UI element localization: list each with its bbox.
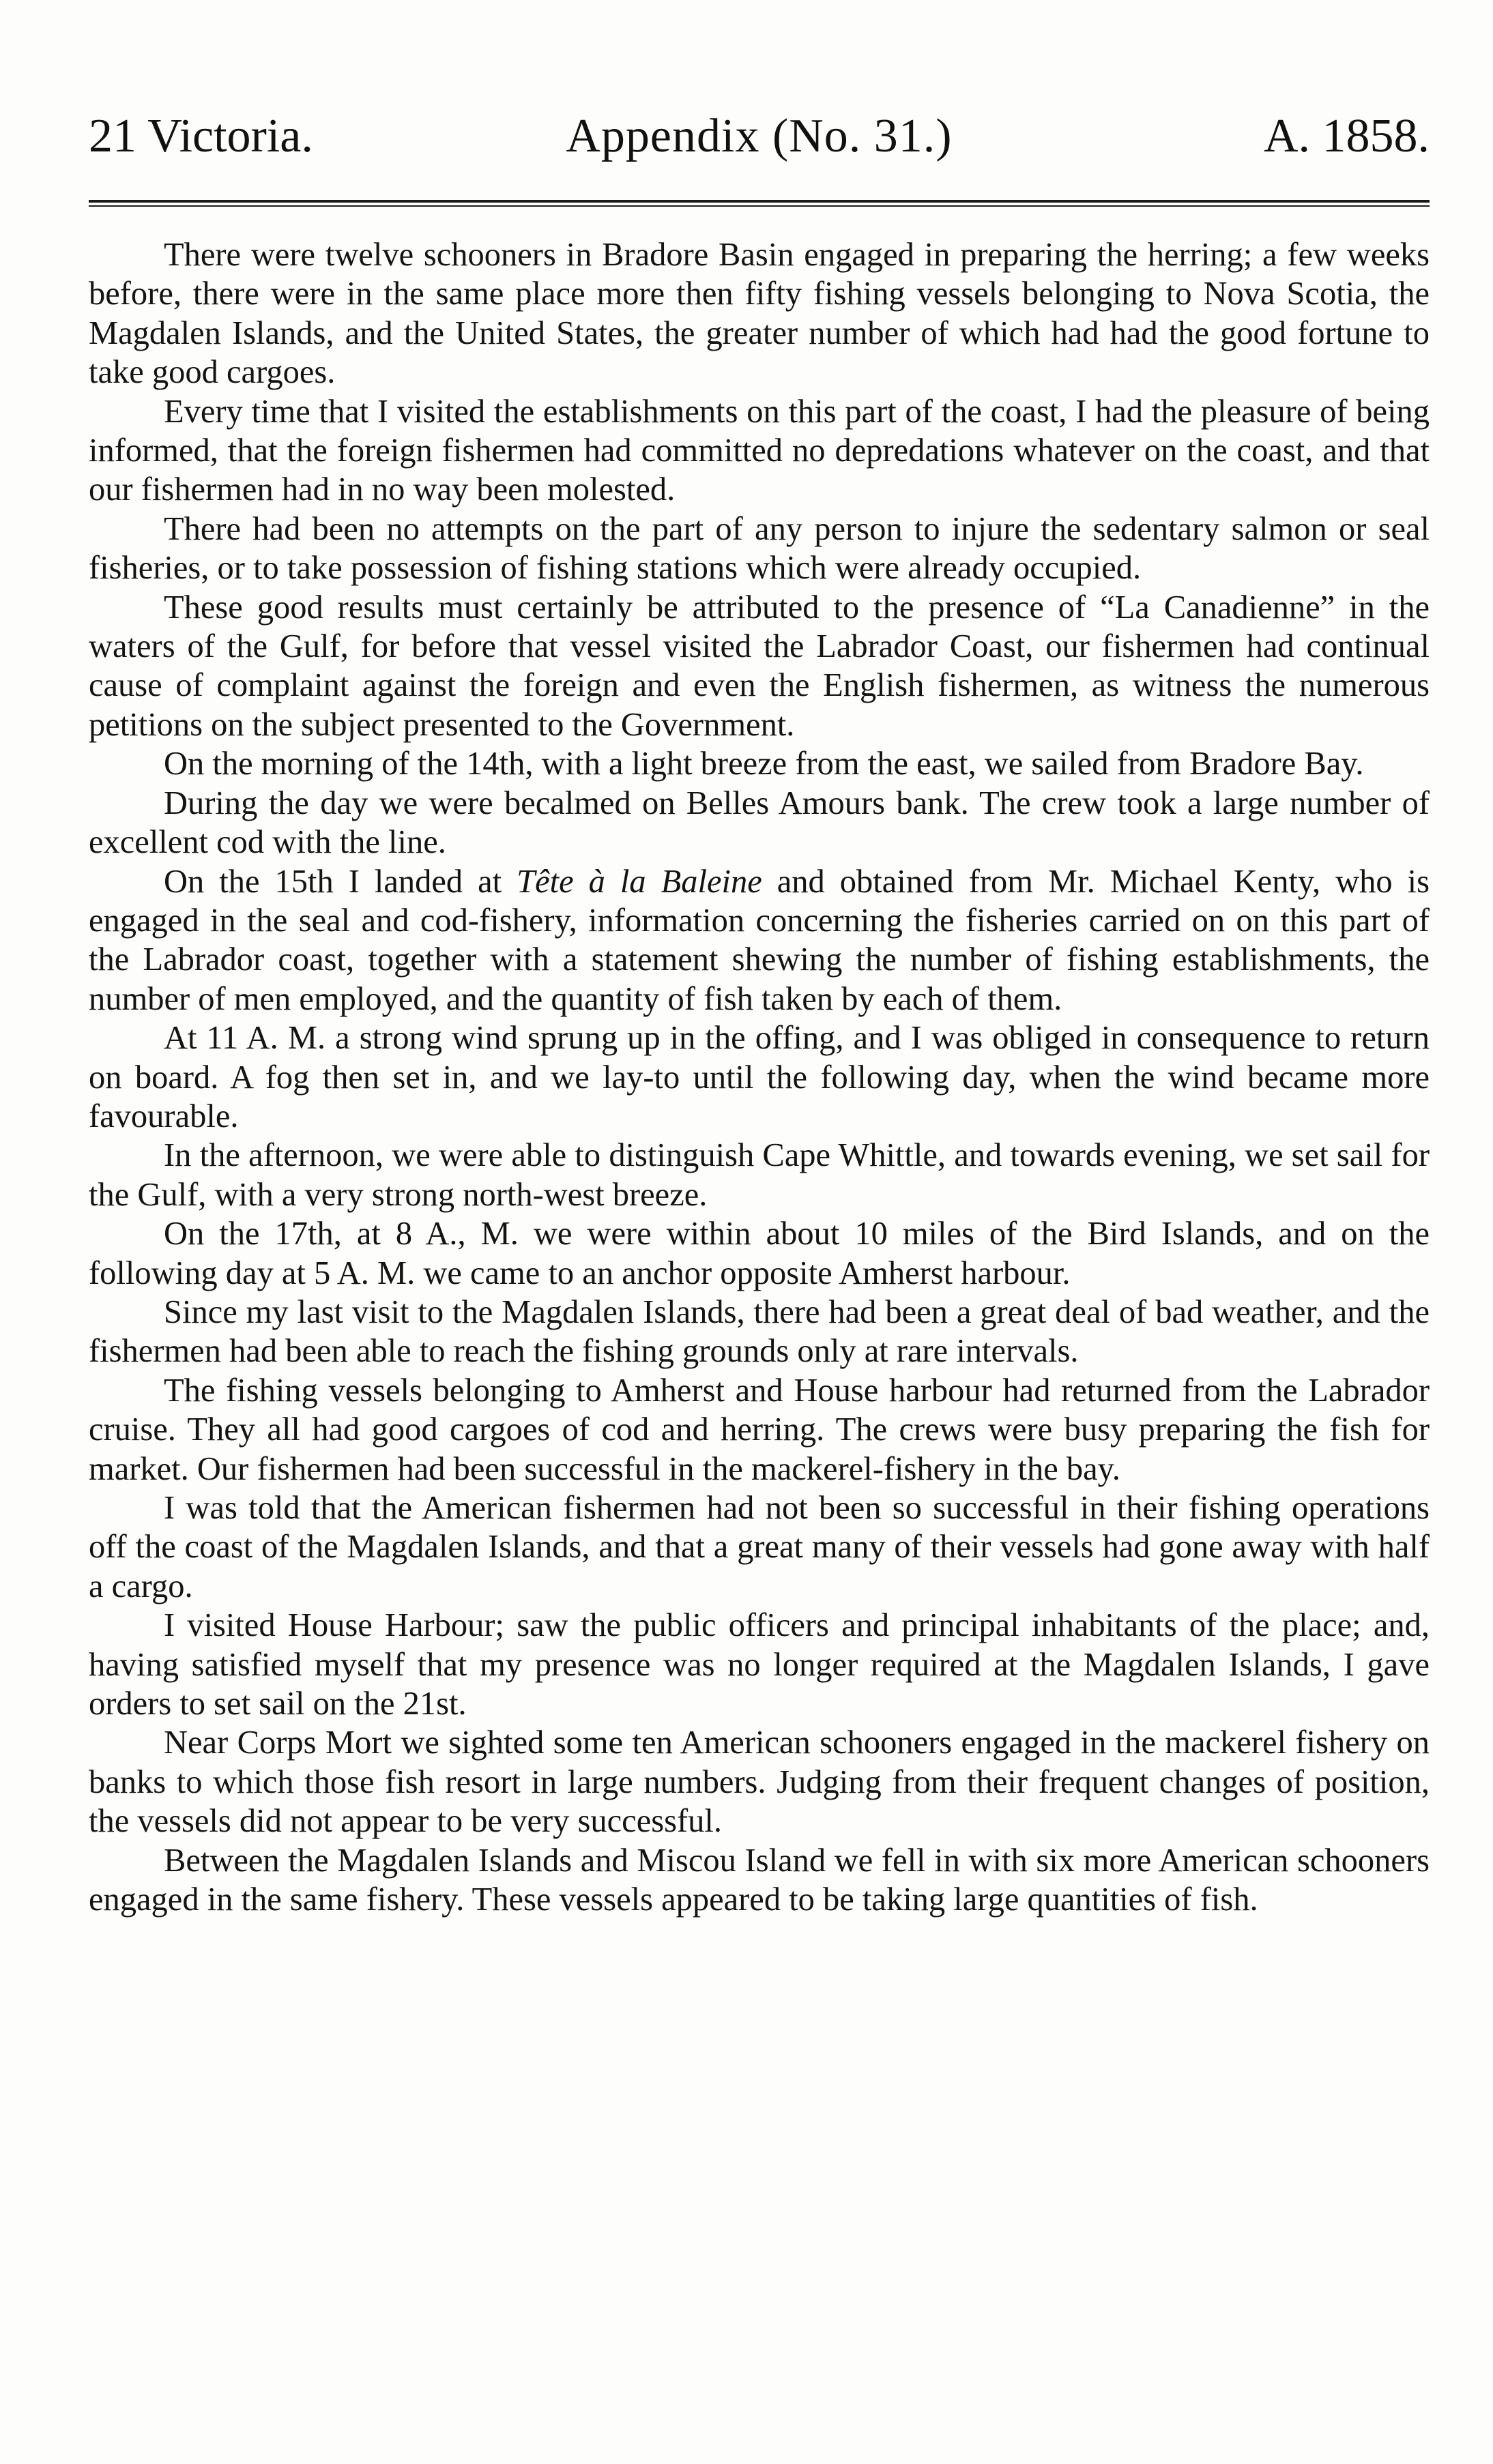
paragraph-text: On the 15th I landed at	[164, 863, 517, 900]
paragraph-text: and obtained from Mr. Michael Kenty, who is engaged in the seal and cod-fishery, information concerning the fisheries carried on on this part of the Labrador coast, together with a statement shewing the number of fishing establishments, the number of men employed, and the quantity of fish taken by each of them.	[89, 863, 1430, 1017]
paragraph: In the afternoon, we were able to distinguish Cape Whittle, and towards evening, we set sail for the Gulf, with a very strong north-west breeze.	[89, 1137, 1430, 1213]
paragraph: I was told that the American fishermen had not been so successful in their fishing operations off the coast of the Magdalen Islands, and that a great many of their vessels had gone away with half a cargo.	[89, 1490, 1430, 1604]
header-rule-thick	[89, 200, 1430, 203]
paragraph: Every time that I visited the establishments on this part of the coast, I had the pleasure of being informed, that the foreign fishermen had committed no depredations whatever on the coast, and that our fishermen had in no way been molested.	[89, 393, 1430, 508]
paragraph: These good results must certainly be attributed to the presence of “La Canadienne” in the waters of the Gulf, for before that vessel visited the Labrador Coast, our fishermen had continual cause of complaint against the foreign and even the English fishermen, as witness the numerous petitions on the subject presented to the Government.	[89, 589, 1430, 743]
paragraph: Since my last visit to the Magdalen Islands, there had been a great deal of bad weather, and the fishermen had been able to reach the fishing grounds only at rare intervals.	[89, 1293, 1430, 1370]
body-text	[89, 235, 1430, 1919]
header-year: A. 1858.	[1263, 110, 1430, 162]
paragraph: During the day we were becalmed on Belles Amours bank. The crew took a large number of excellent cod with the line.	[89, 784, 1430, 861]
paragraph: There were twelve schooners in Bradore Basin engaged in preparing the herring; a few weeks before, there were in the same place more then fifty fishing vessels belonging to Nova Scotia, the Magdalen Islands, and the United States, the greater number of which had had the good fortune to take good cargoes.	[89, 237, 1430, 391]
header-rule-thin	[89, 205, 1430, 207]
paragraph: Near Corps Mort we sighted some ten American schooners engaged in the mackerel fishery on banks to which those fish resort in large numbers. Judging from their frequent changes of position, the vessels did not appear to be very successful.	[89, 1725, 1430, 1840]
paragraph: On the 17th, at 8 A., M. we were within about 10 miles of the Bird Islands, and on the following day at 5 A. M. we came to an anchor opposite Amherst harbour.	[89, 1216, 1430, 1291]
paragraph	[89, 862, 1430, 1019]
paragraph: There had been no attempts on the part of any person to injure the sedentary salmon or seal fisheries, or to take possession of fishing stations which were already occupied.	[89, 510, 1430, 587]
header-appendix-title: Appendix (No. 31.)	[566, 110, 953, 162]
header-session: 21 Victoria.	[89, 110, 313, 162]
paragraph: The fishing vessels belonging to Amherst and House harbour had returned from the Labrador cruise. They all had good cargoes of cod and herring. The crews were busy preparing the fish for market. Our fishermen had been successful in the mackerel-fishery in the bay.	[89, 1372, 1430, 1487]
place-name-italic: Tête à la Baleine	[517, 863, 762, 900]
page-header	[89, 102, 1430, 171]
paragraph: Between the Magdalen Islands and Miscou Island we fell in with six more American schooners engaged in the same fishery. These vessels appeared to be taking large quantities of fish.	[89, 1842, 1430, 1918]
paragraph: On the morning of the 14th, with a light breeze from the east, we sailed from Bradore Bay.	[164, 746, 1364, 782]
paragraph: I visited House Harbour; saw the public officers and principal inhabitants of the place; and, having satisfied myself that my presence was no longer required at the Magdalen Islands, I gave orders to set sail on the 21st.	[89, 1607, 1430, 1722]
paragraph: At 11 A. M. a strong wind sprung up in the offing, and I was obliged in consequence to return on board. A fog then set in, and we lay-to until the following day, when the wind became more favourable.	[89, 1020, 1430, 1134]
